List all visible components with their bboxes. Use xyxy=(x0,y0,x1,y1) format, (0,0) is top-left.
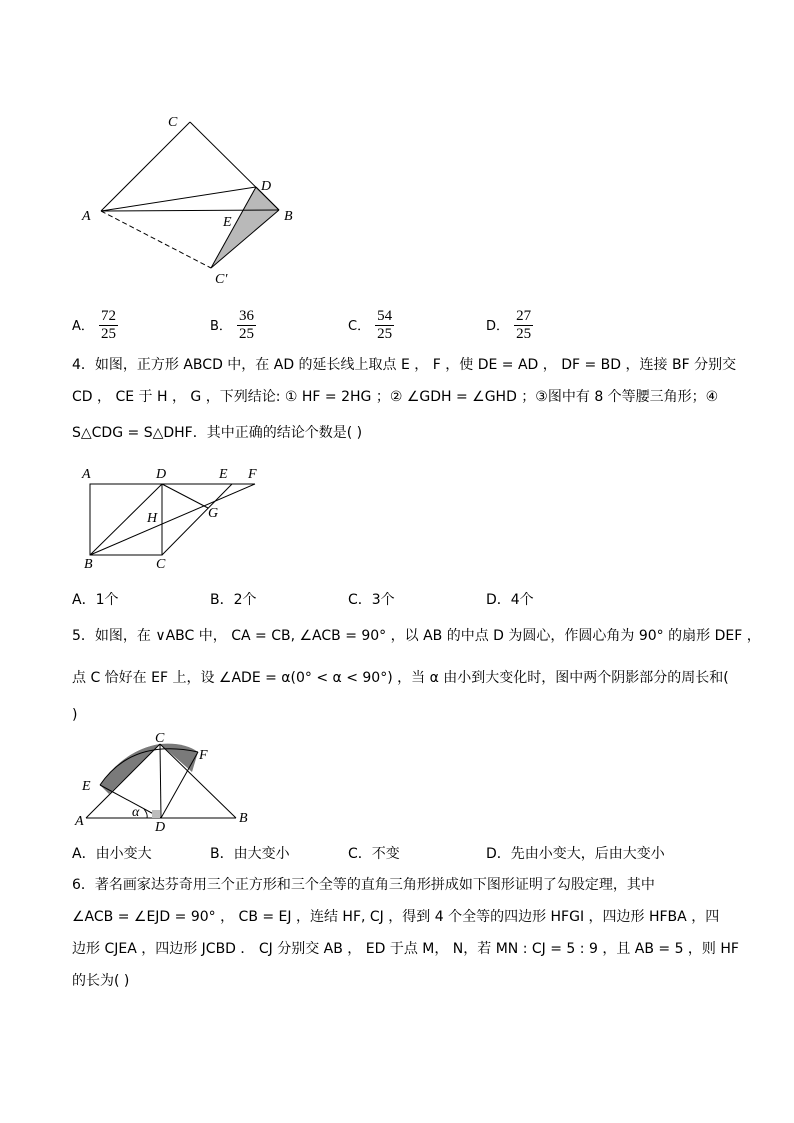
q5-label-d: D xyxy=(155,820,166,835)
q6-text-line1: 6．著名画家达芬奇用三个正方形和三个全等的直角三角形拼成如下图形证明了勾股定理，其中 xyxy=(72,877,655,893)
q5-shaded-right xyxy=(160,744,198,772)
q3-option-a-fraction: $\frac{72}{25}$ xyxy=(101,308,116,342)
q4-label-d: D xyxy=(156,467,167,482)
q3-option-b-letter: B． xyxy=(210,319,232,334)
q3-figure xyxy=(70,108,310,293)
q3-option-c-letter: C． xyxy=(348,319,371,334)
q4-label-a: A xyxy=(82,467,91,482)
q5-option-c[interactable]: C．不变 xyxy=(348,846,400,862)
q5-option-a[interactable]: A．由小变大 xyxy=(72,846,152,862)
q5-radius-de xyxy=(100,785,161,818)
q3-option-a[interactable] xyxy=(72,308,118,343)
q4-text-line3: S△CDG = S△DHF．其中正确的结论个数是( ) xyxy=(72,425,363,441)
q5-right-angle-mark xyxy=(152,810,160,818)
q5-label-c: C xyxy=(155,731,165,746)
q5-segment-ac xyxy=(86,744,160,818)
q4-label-h: H xyxy=(147,511,158,526)
q4-option-a[interactable]: A．1个 xyxy=(72,592,119,608)
q4-label-g: G xyxy=(208,506,219,521)
q5-segment-cd xyxy=(160,744,161,818)
q3-label-c: C xyxy=(168,115,178,130)
q5-label-e: E xyxy=(82,779,91,794)
q3-option-a-letter: A． xyxy=(72,319,94,334)
q4-segment-dg xyxy=(162,484,208,508)
q4-option-c[interactable]: C．3个 xyxy=(348,592,395,608)
q4-label-b: B xyxy=(84,557,93,572)
q3-option-b[interactable] xyxy=(210,308,256,343)
q5-figure xyxy=(72,728,272,838)
q5-text-line3: ) xyxy=(72,707,78,723)
q3-option-d-fraction: $\frac{27}{25}$ xyxy=(516,308,532,342)
q3-segment-ac xyxy=(101,122,190,211)
q3-option-d[interactable] xyxy=(486,308,533,343)
q6-text-line4: 的长为( ) xyxy=(72,973,130,989)
q3-option-c-fraction: $\frac{54}{25}$ xyxy=(377,308,393,342)
q5-option-b[interactable]: B．由大变小 xyxy=(210,846,290,862)
q5-option-d[interactable]: D．先由小变大，后由大变小 xyxy=(486,846,665,862)
q5-segment-cb xyxy=(160,744,236,818)
q3-label-b: B xyxy=(284,209,293,224)
q4-label-c: C xyxy=(156,557,166,572)
q3-dashed-ac-prime xyxy=(101,211,211,268)
q4-label-e: E xyxy=(219,467,228,482)
q4-label-f: F xyxy=(248,467,257,482)
q3-label-c-prime: C′ xyxy=(215,272,228,287)
q3-label-e: E xyxy=(223,215,232,230)
q5-shaded-left-body xyxy=(100,744,160,794)
q5-text-line2: 点 C 恰好在 EF 上，设 ∠ADE = α(0° < α < 90°) ，当 α 由小到大变化时，图中两个阴影部分的周长和( xyxy=(72,670,729,686)
q5-label-b: B xyxy=(239,811,248,826)
q3-segment-ad xyxy=(101,187,256,211)
q5-radius-df xyxy=(161,752,198,818)
q6-text-line2: ∠ACB = ∠EJD = 90° ， CB = EJ ，连结 HF, CJ ，得到 4 个全等的四边形 HFGI ，四边形 HFBA ，四 xyxy=(72,909,720,925)
q5-label-alpha: α xyxy=(132,805,140,820)
q3-option-d-letter: D． xyxy=(486,319,510,334)
q4-text-line2: CD ， CE 于 H ， G ，下列结论: ① HF = 2HG ；② ∠GDH = ∠GHD ；③图中有 8 个等腰三角形；④ xyxy=(72,389,719,405)
q5-text-line1: 5．如图，在 ∨ABC 中， CA = CB, ∠ACB = 90° ，以 AB 的中点 D 为圆心，作圆心角为 90° 的扇形 DEF ， xyxy=(72,628,761,644)
q4-option-b[interactable]: B．2个 xyxy=(210,592,257,608)
q5-label-f: F xyxy=(199,748,208,763)
q5-label-a: A xyxy=(75,814,84,829)
q3-label-d: D xyxy=(261,179,272,194)
q4-option-d[interactable]: D．4个 xyxy=(486,592,534,608)
q3-option-b-fraction: $\frac{36}{25}$ xyxy=(239,308,255,342)
q3-option-c[interactable] xyxy=(348,308,394,343)
q6-text-line3: 边形 CJEA ，四边形 JCBD ． CJ 分别交 AB ， ED 于点 M， N，若 MN : CJ = 5 : 9 ，且 AB = 5 ，则 HF xyxy=(72,941,739,957)
q4-figure xyxy=(72,460,272,575)
q4-text-line1: 4．如图，正方形 ABCD 中，在 AD 的延长线上取点 E ， F ，使 DE = AD ， DF = BD ，连接 BF 分别交 xyxy=(72,357,737,373)
q3-label-a: A xyxy=(82,209,91,224)
